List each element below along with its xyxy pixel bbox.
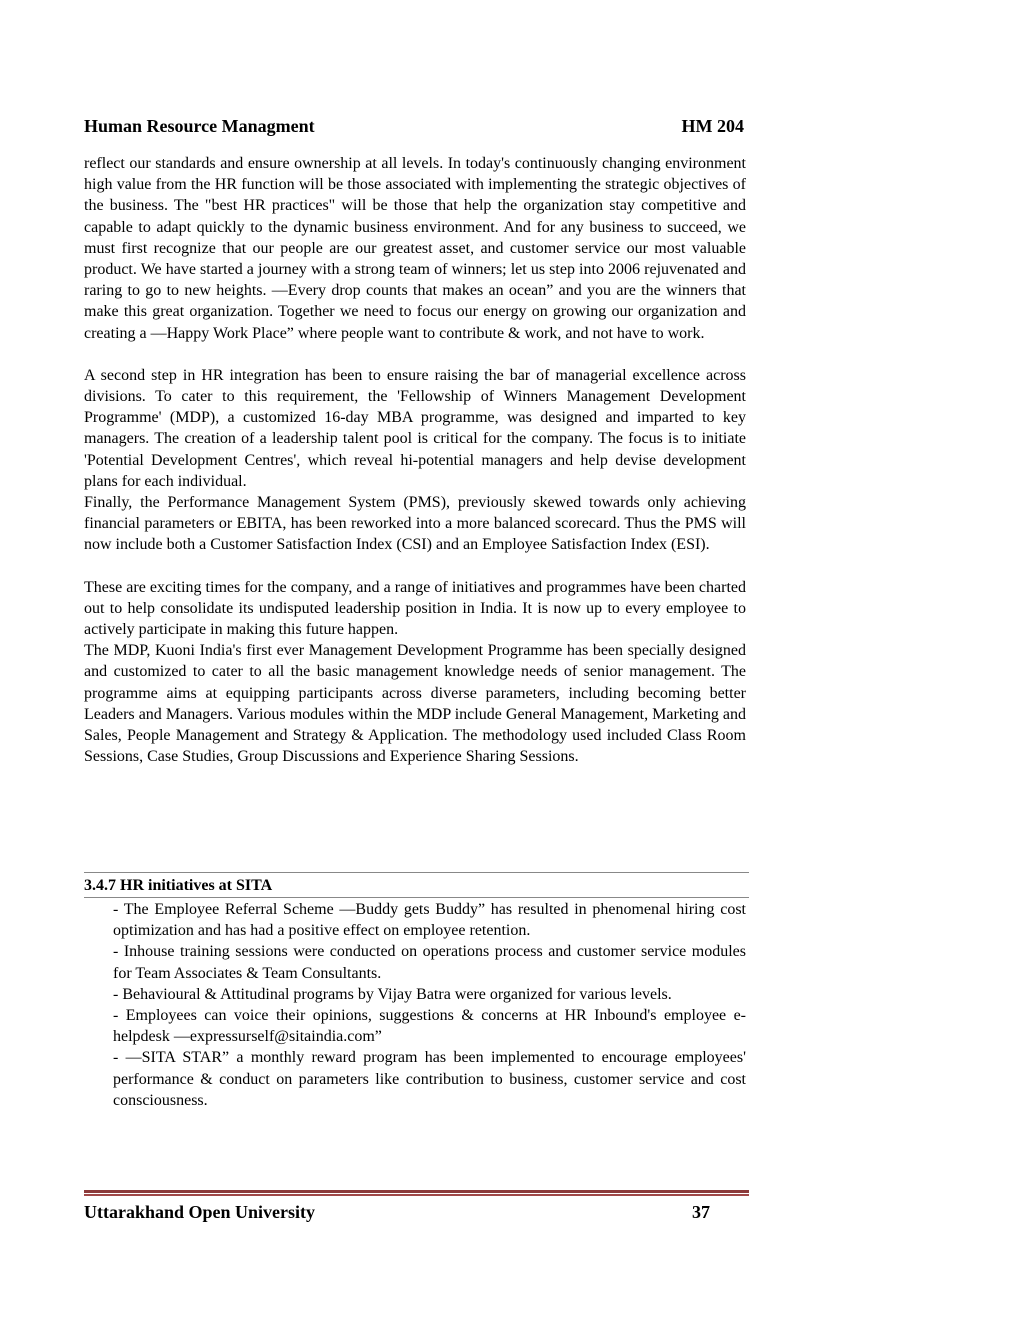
list-item: - ―SITA STAR” a monthly reward program has been implemented to encourage employees' performance & conduct on parameters like contribution to business, customer service and cost consciousness. xyxy=(113,1049,746,1109)
list-item: - Behavioural & Attitudinal programs by Vijay Batra were organized for various levels. xyxy=(113,985,672,1003)
paragraph: A second step in HR integration has been to ensure raising the bar of managerial excellence across divisions. To cater to this requirement, the 'Fellowship of Winners Management Development Programme' (MDP), a customized 16-day MBA programme, was designed and imparted to key managers. The creation of a leadership talent pool is critical for the company. The focus is to initiate 'Potential Development Centres', which reveal hi-potential managers and help devise development plans for each individual. xyxy=(84,366,746,490)
list-item: - The Employee Referral Scheme ―Buddy gets Buddy” has resulted in phenomenal hiring cost optimization and has had a positive effect on employee retention. xyxy=(113,901,746,940)
course-code: HM 204 xyxy=(681,116,744,136)
footer-rule xyxy=(84,1190,749,1196)
page-number: 37 xyxy=(692,1202,710,1222)
paragraph: Finally, the Performance Management System (PMS), previously skewed towards only achieving financial parameters or EBITA, has been reworked into a more balanced scorecard. Thus the PMS will now include both a Customer Satisfaction Index (CSI) and an Employee Satisfaction Index (ESI). xyxy=(84,494,746,554)
paragraph: The MDP, Kuoni India's first ever Management Development Programme has been specially designed and customized to cater to all the basic management knowledge needs of senior management. The programme aims at equipping participants across diverse parameters, including becoming better Leaders and Managers. Various modules within the MDP include General Management, Marketing and Sales, People Management and Strategy & Application. The methodology used included Class Room Sessions, Case Studies, Group Discussions and Experience Sharing Sessions. xyxy=(84,642,746,766)
section-heading: 3.4.7 HR initiatives at SITA xyxy=(84,877,273,894)
section-divider-bottom xyxy=(84,897,749,898)
initiatives-list xyxy=(113,899,746,1111)
list-item: - Inhouse training sessions were conducted on operations process and customer service modules for Team Associates & Team Consultants. xyxy=(113,943,746,982)
section-divider-top xyxy=(84,872,749,873)
list-item: - Employees can voice their opinions, suggestions & concerns at HR Inbound's employee e-helpdesk ―expressurself@sitaindia.com” xyxy=(113,1007,746,1046)
paragraph: reflect our standards and ensure ownership at all levels. In today's continuously changing environment high value from the HR function will be those associated with implementing the strategic objectives of the business. The "best HR practices" will be those that help the organization stay competitive and capable to adapt quickly to the dynamic business environment. And for any business to succeed, we must first recognize that our people are our greatest asset, and customer service our most valuable product. We have started a journey with a strong team of winners; let us step into 2006 rejuvenated and raring to go to new heights. ―Every drop counts that makes an ocean” and you are the winners that make this great organization. Together we need to focus our energy on growing our organization and creating a ―Happy Work Place” where people want to contribute & work, and not have to work. xyxy=(84,155,746,342)
paragraph: These are exciting times for the company, and a range of initiatives and programmes have been charted out to help consolidate its undisputed leadership position in India. It is now up to every employee to actively participate in making this future happen. xyxy=(84,578,746,639)
university-name: Uttarakhand Open University xyxy=(84,1202,316,1222)
course-title: Human Resource Managment xyxy=(84,116,315,136)
body-text xyxy=(84,153,746,767)
